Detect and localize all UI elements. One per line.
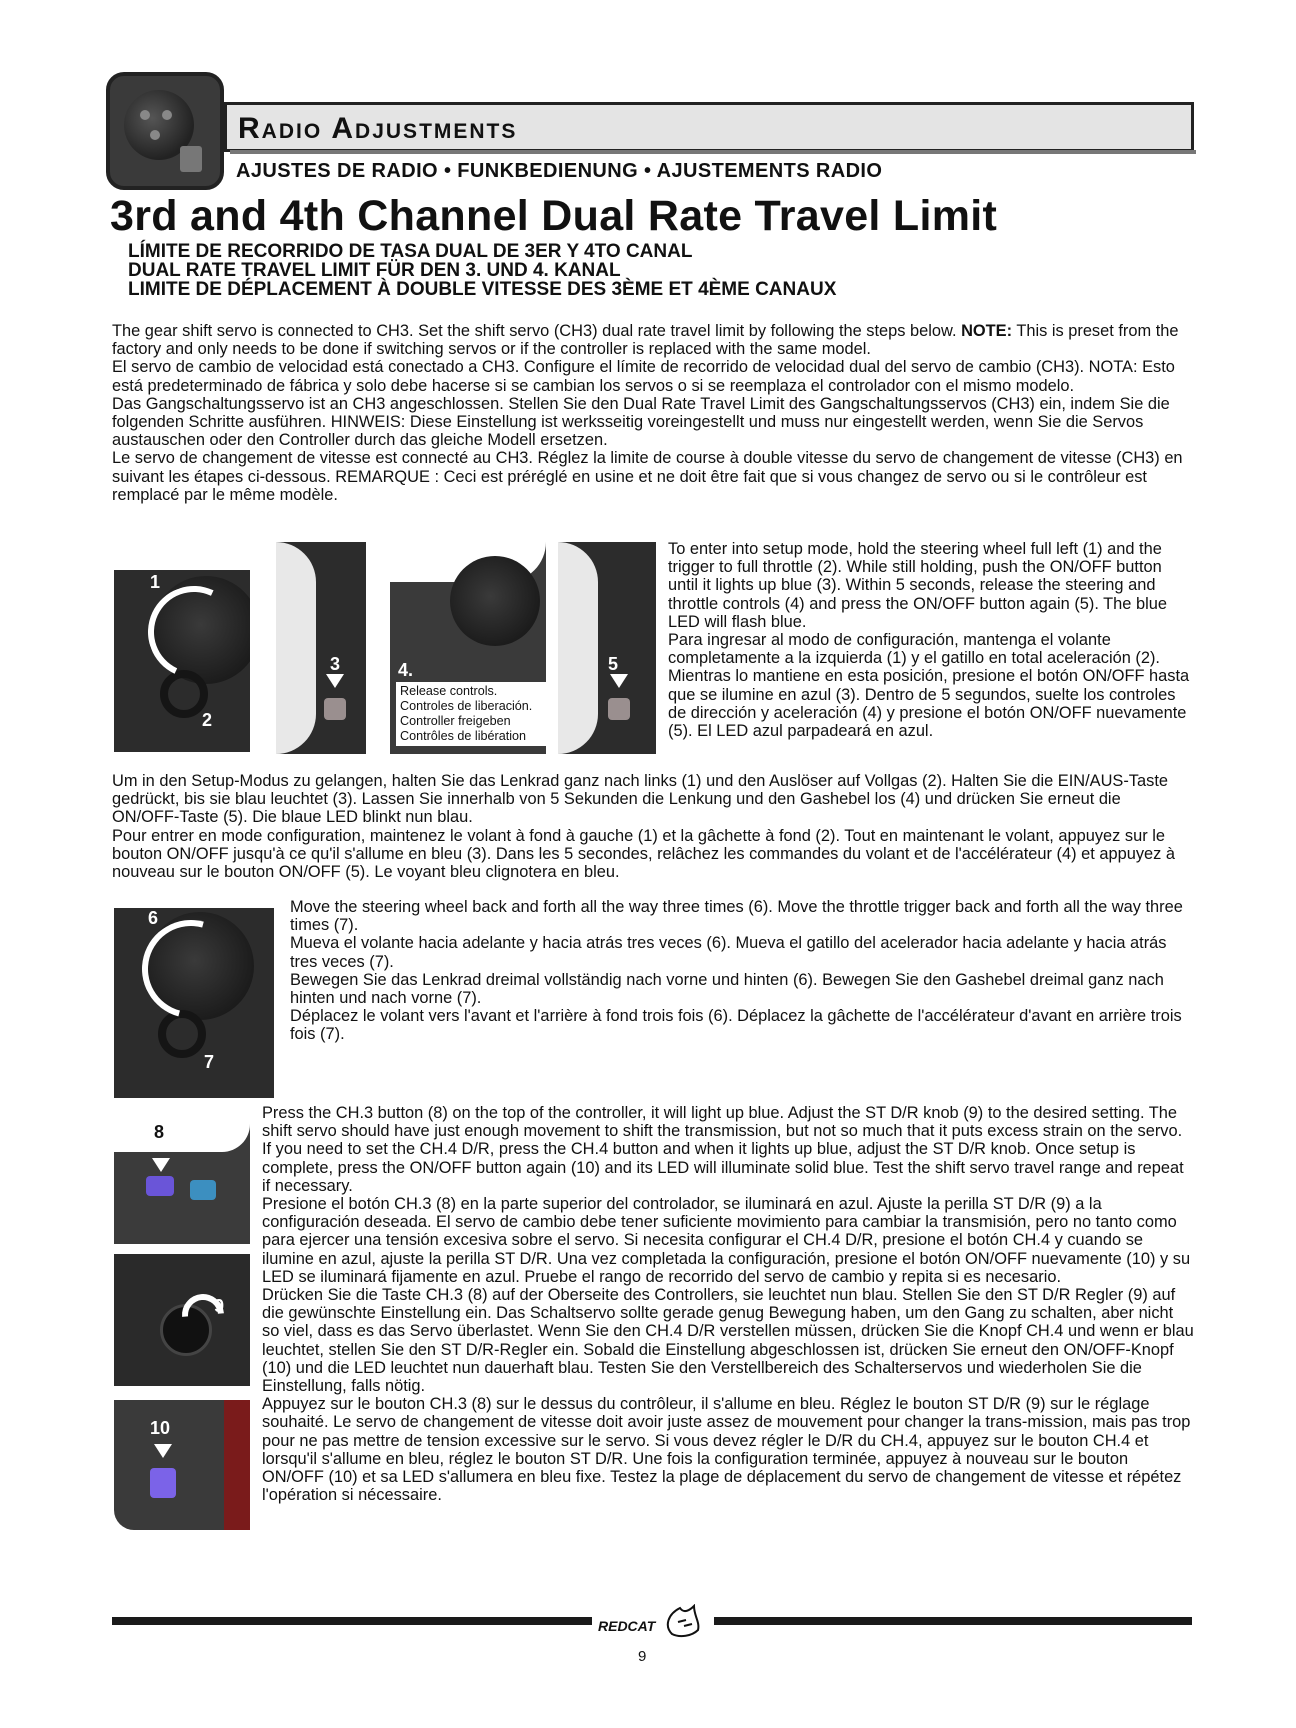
st-dr-knob-photo: [114, 1254, 250, 1386]
step2-de: Bewegen Sie das Lenkrad dreimal vollständig nach vorne und hinten (6). Bewegen Sie den Gashebel dreimal ganz nach hinten und nach vorne (7).: [290, 970, 1164, 1008]
subtitle-de: DUAL RATE TRAVEL LIMIT FÜR DEN 3. UND 4. KANAL: [128, 260, 621, 281]
steering-back-forth-photo: [114, 908, 274, 1098]
step3-en: Press the CH.3 button (8) on the top of the controller, it will light up blue. Adjust the ST D/R knob (9) to the desired setting. The shift servo should have just enough movement to shift the transmission, but not so much that it puts excess strain on the servo. If you need to set the CH.4 D/R, press the CH.4 button and when it lights up blue, adjust the ST D/R knob. Once setup is complete, press the ON/OFF button again (10) and its LED will illuminate solid blue. Test the shift servo travel range and repeat if necessary.: [262, 1104, 1184, 1195]
intro-es: El servo de cambio de velocidad está conectado a CH3. Configure el límite de recorrido de velocidad dual del servo de cambio (CH3). NOTA: Esto está predeterminado de fábrica y solo debe hacerse si se cambian los servos o si se reemplaza el controlador con el mismo modelo.: [112, 358, 1175, 395]
ch3-button-photo: [114, 1124, 250, 1244]
on-off-led-photo: [114, 1400, 250, 1530]
step-label-2: 2: [202, 710, 213, 730]
page-number: 9: [638, 1648, 647, 1665]
step2-fr: Déplacez le volant vers l'avant et l'arrière à fond trois fois (6). Déplacez la gâchette de l'accélérateur d'avant en arrière trois fois (7).: [290, 1007, 1182, 1044]
section-subtitle: AJUSTES DE RADIO • FUNKBEDIENUNG • AJUSTEMENTS RADIO: [236, 160, 883, 182]
intro-fr: Le servo de changement de vitesse est connecté au CH3. Réglez la limite de course à double vitesse du servo de changement de vitesse (CH3) en suivant les étapes ci-dessous. REMARQUE : Ceci est préréglé en usine et ne doit être fait que si vous changez de servo ou si le contrôleur est remplacé par le même modèle.: [112, 449, 1183, 504]
step-label-8: 8: [154, 1124, 165, 1142]
footer-rule-right: [714, 1617, 1192, 1625]
subtitle-fr: LIMITE DE DÉPLACEMENT À DOUBLE VITESSE DES 3ÈME ET 4ÈME CANAUX: [128, 279, 837, 300]
step-label-7: 7: [204, 1052, 215, 1072]
step1-es: Para ingresar al modo de configuración, mantenga el volante completamente a la izquierda (1) y el gatillo en total aceleración (2). Mientras lo mantiene en esta posición, presione el botón ON/OFF hasta que se ilumine en azul (3). Dentro de 5 segundos, suelte los controles de dirección y aceleración (4) y presione el botón ON/OFF nuevamente (5). El LED azul parpadeará en azul.: [668, 631, 1190, 741]
step-label-3: 3: [330, 654, 341, 674]
step1-text-full: [112, 772, 1192, 881]
page-title: 3rd and 4th Channel Dual Rate Travel Limit: [110, 192, 998, 240]
step-label-1: 1: [150, 572, 161, 592]
step-label-5: 5: [608, 654, 619, 674]
step3-text: [262, 1104, 1194, 1504]
redcat-logo: [594, 1604, 712, 1638]
subtitle-es: LÍMITE DE RECORRIDO DE TASA DUAL DE 3ER Y 4TO CANAL: [128, 241, 693, 262]
steering-wheel-left-photo: [114, 570, 250, 752]
step1-fr: Pour entrer en mode configuration, maintenez le volant à fond à gauche (1) et la gâchette à fond (2). Tout en maintenant le volant, appuyez sur le bouton ON/OFF jusqu'à ce qu'il s'allume en bleu (3). Dans les 5 secondes, relâchez les commandes du volant et de l'accélérateur (4) et appuyez à nouveau sur le bouton ON/OFF (5). Le voyant bleu clignotera en bleu.: [112, 826, 1175, 882]
section-title: Radio Adjustments: [238, 112, 518, 145]
on-off-button-photo: [276, 542, 366, 754]
intro-de: Das Gangschaltungsservo ist an CH3 angeschlossen. Stellen Sie den Dual Rate Travel Limit des Gangschaltungsservos (CH3) ein, indem Sie die folgenden Schritte ausführen. HINWEIS: Diese Einstellung ist werksseitig voreingestellt und muss nur eingestellt werden, wenn Sie die Servos austauschen oder den Controller durch das gleiche Modell ersetzen.: [112, 394, 1170, 450]
step1-text-right: [668, 540, 1194, 740]
step-label-10: 10: [150, 1418, 171, 1438]
step3-fr: Appuyez sur le bouton CH.3 (8) sur le dessus du contrôleur, il s'allume en bleu. Réglez le bouton ST D/R (9) sur le réglage souhaité. Le servo de changement de vitesse doit avoir juste assez de mouvement pour changer la trans-mission, mais pas trop pour ne pas mettre de tension excessive sur le servo. Si vous devez régler le D/R du CH.4, appuyez sur le bouton CH.4 et lorsqu'il s'allume en bleu, réglez le bouton ST D/R. Une fois la configuration terminée, appuyez à nouveau sur le bouton ON/OFF (10) et sa LED s'allumera en bleu fixe. Testez la plage de déplacement du servo de changement de vitesse et répétez l'opération si nécessaire.: [262, 1395, 1191, 1505]
intro-en: The gear shift servo is connected to CH3. Set the shift servo (CH3) dual rate travel limit by following the steps below. NOTE: This is preset from the factory and only needs to be done if switching servos or if the controller is replaced with the same model.: [112, 322, 1179, 359]
release-controls-caption: Release controls. Controles de liberación. Controller freigeben Contrôles de libération: [396, 682, 546, 746]
step3-es: Presione el botón CH.3 (8) en la parte superior del controlador, se iluminará en azul. Ajuste la perilla ST D/R (9) a la configuración deseada. El servo de cambio debe tener suficiente movimiento para cambiar la transmisión, pero no tanto como para ejercer una tensión excesiva sobre el servo. Si necesita configurar el CH.4 D/R, presione el botón CH.4 y cuando se ilumine en azul, ajuste la perilla ST D/R. Una vez completada la configuración, presione el botón ON/OFF nuevamente (10) y su LED se iluminará fijamente en azul. Pruebe el rango de recorrido del servo de cambio y repita si es necesario.: [262, 1195, 1191, 1286]
redcat-cat-icon: [594, 1604, 712, 1638]
step-label-4: 4.: [398, 660, 414, 680]
step-label-6: 6: [148, 908, 159, 928]
step2-es: Mueva el volante hacia adelante y hacia atrás tres veces (6). Mueva el gatillo del acelerador hacia adelante y hacia atrás tres veces (7).: [290, 934, 1167, 971]
section-icon: [106, 72, 224, 190]
step1-de: Um in den Setup-Modus zu gelangen, halten Sie das Lenkrad ganz nach links (1) und den Auslöser auf Vollgas (2). Halten Sie die EIN/AUS-Taste gedrückt, bis sie blau leuchtet (3). Lassen Sie innerhalb von 5 Sekunden die Lenkung und den Gashebel los (4) und drücken Sie erneut die ON/OFF-Taste (5). Die blaue LED blinkt nun blau.: [112, 772, 1168, 827]
intro-text: [112, 322, 1192, 504]
step1-en: To enter into setup mode, hold the steering wheel full left (1) and the trigger to full throttle (2). While still holding, push the ON/OFF button until it lights up blue (3). Within 5 seconds, release the steering and throttle controls (4) and press the ON/OFF button again (5). The blue LED will flash blue.: [668, 540, 1167, 631]
step2-en: Move the steering wheel back and forth all the way three times (6). Move the throttle trigger back and forth all the way three times (7).: [290, 898, 1183, 935]
step2-text: [290, 898, 1194, 1044]
step-label-9: 9: [214, 1296, 225, 1316]
svg-text:REDCAT: REDCAT: [598, 1618, 656, 1634]
footer-rule-left: [112, 1617, 592, 1625]
page-subtitles: [128, 242, 836, 299]
step3-de: Drücken Sie die Taste CH.3 (8) auf der Oberseite des Controllers, sie leuchtet nun blau. Stellen Sie den ST D/R Regler (9) auf die gewünschte Einstellung ein. Das Schaltservo sollte gerade genug Bewegung haben, um den Gang zu schalten, aber nicht so viel, dass es das Servo überlastet. Wenn Sie den CH.4 D/R verstellen müssen, drücken Sie die Knopf CH.4 und wenn er blau leuchtet, stellen Sie den ST D/R-Regler ein. Sobald die Einstellung abgeschlossen ist, drücken Sie erneut den ON/OFF-Knopf (10) und die LED leuchtet nun dauerhaft blau. Testen Sie den Verstellbereich des Schalterservos und wiederholen Sie die Einstellung, falls nötig.: [262, 1286, 1194, 1396]
on-off-press-again-photo: [558, 542, 656, 754]
